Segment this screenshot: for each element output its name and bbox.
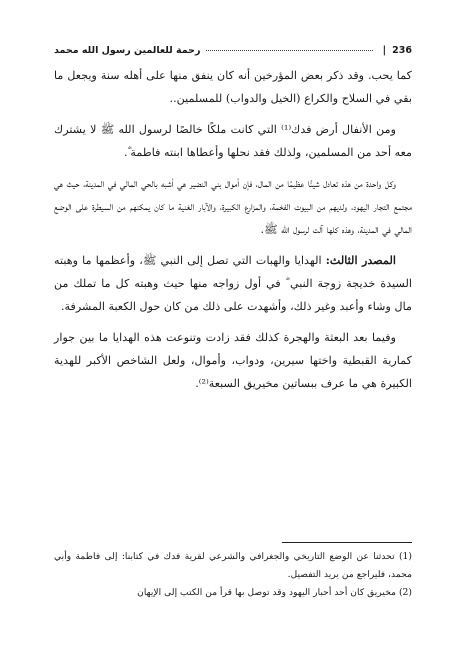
header-dotted-leader (206, 50, 372, 51)
page-number: 236 (392, 44, 412, 56)
paragraph-4 (54, 249, 412, 318)
book-title: رحمة للعالمين رسول الله محمد (54, 44, 201, 56)
paragraph-2: ومن الأنفال أرض فدك⁽¹⁾ التي كانت ملكًا خالصًا لرسول الله ﷺ لا يشترك معه أحد من المسلمين، ولذلك فقد نحلها وأعطاها ابنته فاطمة ؓ. (54, 123, 412, 159)
footnote-1: (1) تحدثنا عن الوضع التاريخي والجغرافي والشرعي لقرية فدك في كتابنا: إلى فاطمة وأبي محمد، فليراجع من يريد التفصيل. (54, 551, 412, 580)
paragraph-1: كما يحب. وقد ذكر بعض المؤرخين أنه كان ينفق منها على أهله سنة ويجعل ما بقي في السلاح والكراع (الخيل والدواب) للمسلمين.. (54, 69, 412, 105)
footnote-rule (282, 542, 412, 543)
section-lead: المصدر الثالث: (325, 253, 396, 267)
running-header (54, 42, 412, 58)
footnote-2: (2) مخيريق كان أحد أحبار اليهود وقد توصل بها قرأ من الكتب إلى الإيهان (137, 587, 412, 598)
paragraph-3: وكل واحدة من هذه تعادل شيئًا عظيمًا من المال، فإن أموال بني النضير هي أشبه بالحي المالي في المدينة، حيث هي مجتمع التجار اليهود، ولديهم من البيوت الفخمة، والمزارع الكبيرة، والآبار الغنية ما كان يمكنهم من السيطرة على الوضع المالي في المدينة، وهذه كلها آلت لرسول الله ﷺ. (54, 177, 412, 236)
main-text (54, 64, 412, 403)
paragraph-4-text: الهدايا والهبات التي تصل إلى النبي ﷺ، وأعظمها ما وهبته السيدة خديجة زوجة النبي ؓ في أول زواجه منها حيث وهبته كل ما تملك من مال وشاء وأعبد وغير ذلك، وأشهدت على ذلك من كان حول الكعبة المشرفة. (54, 254, 412, 313)
header-separator: | (382, 44, 387, 56)
footnotes (54, 548, 412, 602)
paragraph-5: وفيما بعد البعثة والهجرة كذلك فقد زادت وتنوعت هذه الهدايا ما بين جوار كمارية القبطية واختها سيرين، ودواب، وأموال، ولعل الشاخص الأكبر للهدية الكبيرة هي ما عرف ببساتين مخيريق السبعة⁽²⁾. (54, 331, 412, 390)
